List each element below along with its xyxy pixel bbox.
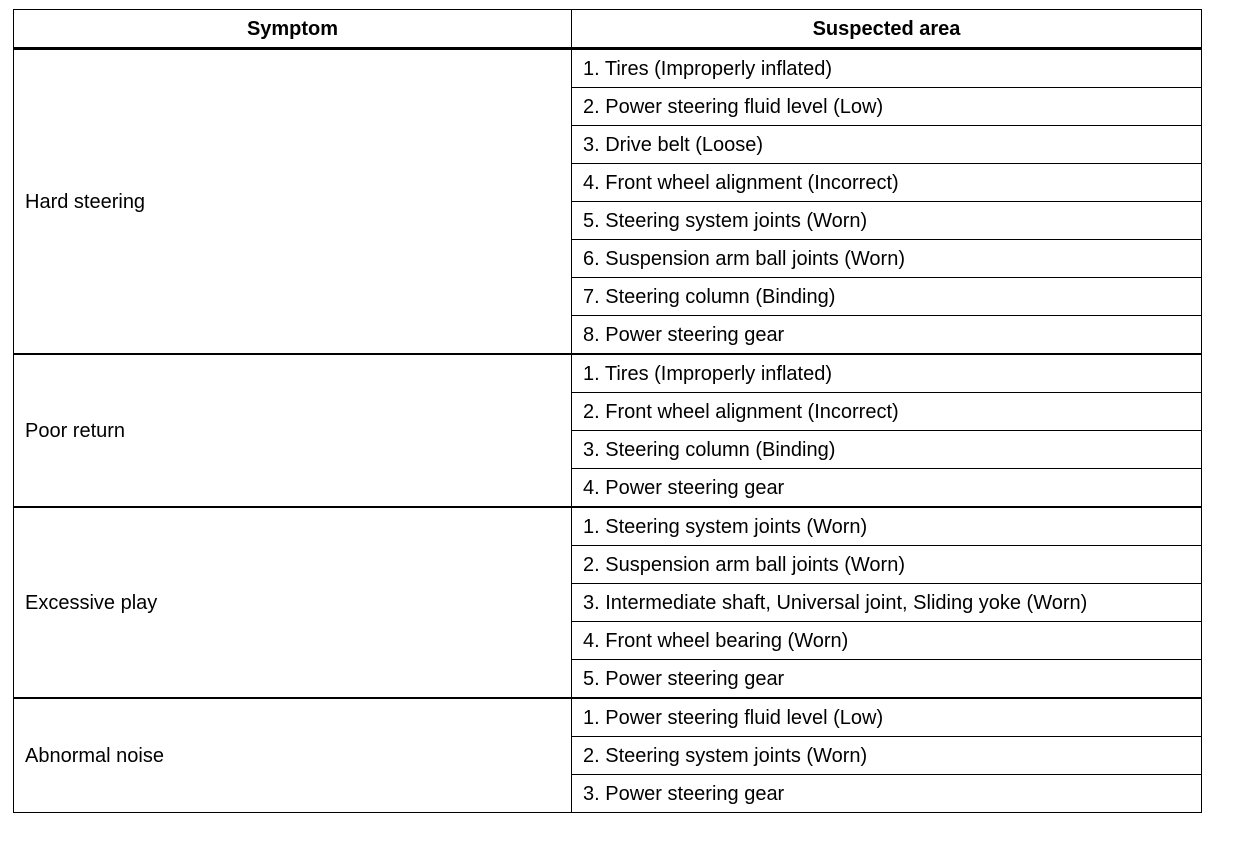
suspected-area-cell: 2. Steering system joints (Worn) [572, 737, 1202, 775]
troubleshooting-table [13, 9, 1202, 813]
suspected-area-cell: 4. Front wheel alignment (Incorrect) [572, 164, 1202, 202]
header-suspected-area: Suspected area [572, 10, 1202, 49]
header-symptom: Symptom [14, 10, 572, 49]
table-row [14, 698, 1202, 737]
table-row [14, 507, 1202, 546]
suspected-area-cell: 2. Front wheel alignment (Incorrect) [572, 393, 1202, 431]
suspected-area-cell: 3. Power steering gear [572, 775, 1202, 813]
suspected-area-cell: 5. Steering system joints (Worn) [572, 202, 1202, 240]
suspected-area-cell: 6. Suspension arm ball joints (Worn) [572, 240, 1202, 278]
suspected-area-cell: 1. Steering system joints (Worn) [572, 507, 1202, 546]
symptom-cell: Excessive play [14, 507, 572, 698]
symptom-cell: Hard steering [14, 49, 572, 355]
table-row [14, 354, 1202, 393]
suspected-area-cell: 1. Power steering fluid level (Low) [572, 698, 1202, 737]
suspected-area-cell: 3. Steering column (Binding) [572, 431, 1202, 469]
suspected-area-cell: 1. Tires (Improperly inflated) [572, 354, 1202, 393]
suspected-area-cell: 1. Tires (Improperly inflated) [572, 49, 1202, 88]
suspected-area-cell: 2. Power steering fluid level (Low) [572, 88, 1202, 126]
suspected-area-cell: 4. Power steering gear [572, 469, 1202, 508]
symptom-cell: Abnormal noise [14, 698, 572, 813]
symptom-cell: Poor return [14, 354, 572, 507]
suspected-area-cell: 3. Intermediate shaft, Universal joint, Sliding yoke (Worn) [572, 584, 1202, 622]
suspected-area-cell: 3. Drive belt (Loose) [572, 126, 1202, 164]
suspected-area-cell: 7. Steering column (Binding) [572, 278, 1202, 316]
suspected-area-cell: 8. Power steering gear [572, 316, 1202, 355]
header-row [14, 10, 1202, 49]
suspected-area-cell: 4. Front wheel bearing (Worn) [572, 622, 1202, 660]
table-row [14, 49, 1202, 88]
suspected-area-cell: 2. Suspension arm ball joints (Worn) [572, 546, 1202, 584]
suspected-area-cell: 5. Power steering gear [572, 660, 1202, 699]
